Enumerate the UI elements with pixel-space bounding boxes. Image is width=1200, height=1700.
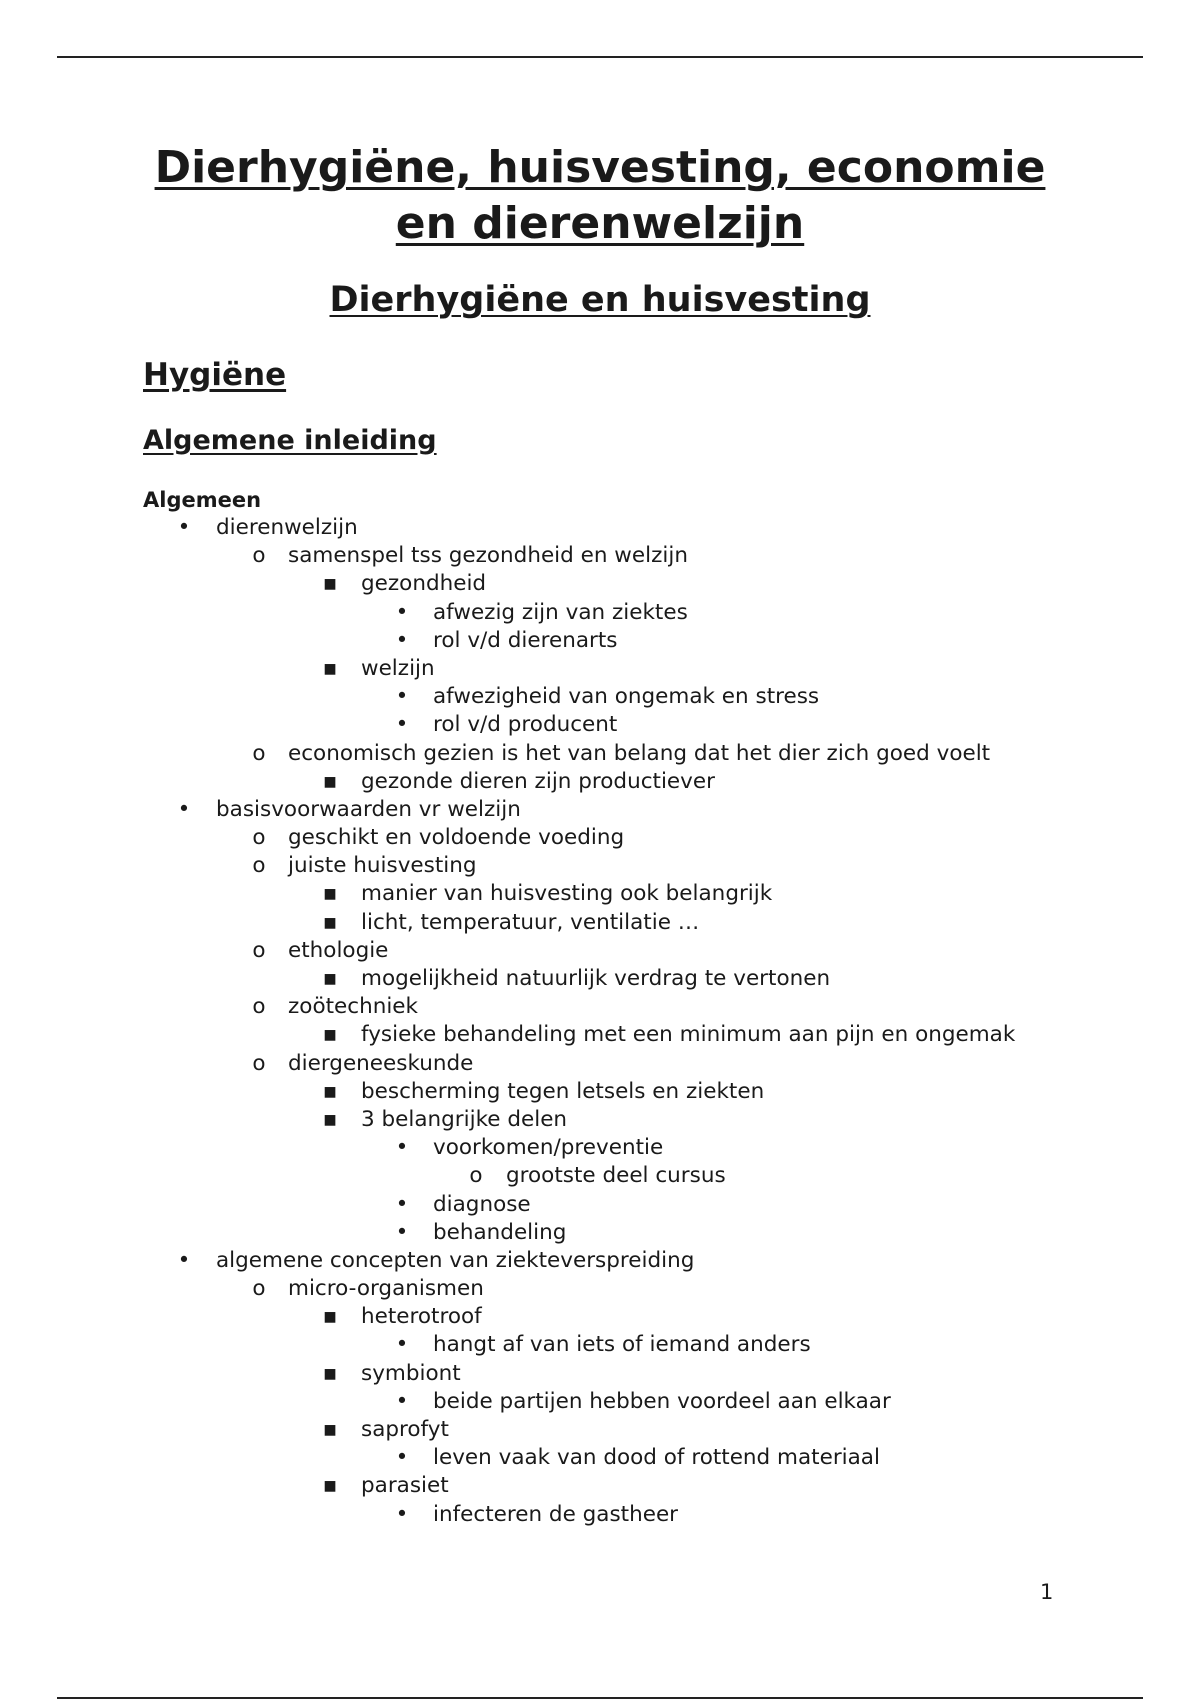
list-item-text: heterotroof [361,1304,482,1330]
title-line-2: en dierenwelzijn [395,198,805,249]
list-item-text: behandeling [433,1219,567,1245]
list-item [0,655,1200,683]
paragraph-heading: Algemeen [143,488,262,512]
list-item [0,1191,1200,1219]
list-item [0,599,1200,627]
bullet-marker-icon: • [395,1501,409,1527]
list-item [0,683,1200,711]
list-item [0,1078,1200,1106]
bullet-marker-icon: ▪ [322,1078,338,1104]
list-item [0,740,1200,768]
list-item [0,1021,1200,1049]
list-item-text: diergeneeskunde [288,1050,474,1076]
list-item-text: voorkomen/preventie [433,1135,664,1161]
bullet-outline [0,514,1200,1529]
bullet-marker-icon: • [395,684,409,710]
bullet-marker-icon: ▪ [322,1417,338,1442]
list-item [0,542,1200,570]
list-item [0,627,1200,655]
bullet-marker-icon: ▪ [322,768,338,794]
list-item-text: rol v/d producent [433,712,618,738]
list-item [0,796,1200,824]
list-item [0,570,1200,598]
bullet-marker-icon: o [252,543,266,569]
bullet-marker-icon: ▪ [322,655,338,681]
list-item-text: manier van huisvesting ook belangrijk [361,881,773,907]
bullet-marker-icon: ▪ [322,1473,338,1499]
bullet-marker-icon: o [252,853,266,879]
list-item-text: licht, temperatuur, ventilatie … [361,909,700,935]
list-item [0,1472,1200,1500]
list-item [0,1388,1200,1416]
list-item [0,852,1200,880]
list-item [0,1331,1200,1359]
bullet-marker-icon: • [177,515,191,540]
list-item-text: gezonde dieren zijn productiever [361,768,715,794]
list-item-text: beide partijen hebben voordeel aan elkaar [433,1388,891,1414]
list-item-text: saprofyt [361,1417,449,1442]
footer-rule [57,1697,1143,1699]
list-item [0,1501,1200,1529]
list-item-text: gezondheid [361,571,487,597]
list-item [0,1162,1200,1190]
list-item [0,768,1200,796]
list-item-text: juiste huisvesting [288,853,477,879]
list-item [0,1416,1200,1444]
list-item-text: micro-organismen [288,1276,484,1302]
page-number: 1 [1040,1580,1054,1604]
bullet-marker-icon: • [395,1388,409,1414]
bullet-marker-icon: o [252,1050,266,1076]
list-item-text: leven vaak van dood of rottend materiaal [433,1445,880,1471]
list-item [0,1360,1200,1388]
list-item-text: fysieke behandeling met een minimum aan pijn en ongemak [361,1022,1016,1048]
list-item-text: parasiet [361,1473,449,1499]
list-item-text: grootste deel cursus [506,1163,726,1189]
bullet-marker-icon: • [177,1247,191,1273]
list-item-text: 3 belangrijke delen [361,1106,568,1132]
list-item-text: bescherming tegen letsels en ziekten [361,1078,765,1104]
bullet-marker-icon: • [395,1191,409,1217]
bullet-marker-icon: • [395,1219,409,1245]
bullet-marker-icon: ▪ [322,909,338,935]
bullet-marker-icon: ▪ [322,1360,338,1386]
list-item-text: hangt af van iets of iemand anders [433,1332,811,1358]
bullet-marker-icon: ▪ [322,881,338,907]
list-item [0,937,1200,965]
bullet-marker-icon: • [395,712,409,738]
list-item-text: samenspel tss gezondheid en welzijn [288,543,688,569]
list-item-text: symbiont [361,1360,461,1386]
bullet-marker-icon: • [395,627,409,653]
bullet-marker-icon: • [395,599,409,625]
list-item [0,1275,1200,1303]
bullet-marker-icon: o [252,740,266,766]
list-item [0,1444,1200,1472]
list-item [0,1219,1200,1247]
list-item [0,1134,1200,1162]
bullet-marker-icon: • [395,1135,409,1161]
bullet-marker-icon: o [252,994,266,1020]
list-item-text: rol v/d dierenarts [433,627,618,653]
subsection-heading: Algemene inleiding [143,425,437,456]
list-item-text: afwezig zijn van ziektes [433,599,688,625]
bullet-marker-icon: o [252,937,266,963]
list-item [0,909,1200,937]
list-item-text: economisch gezien is het van belang dat het dier zich goed voelt [288,740,991,766]
list-item-text: infecteren de gastheer [433,1501,679,1527]
bullet-marker-icon: • [177,796,191,822]
list-item [0,993,1200,1021]
list-item-text: basisvoorwaarden vr welzijn [216,796,521,822]
bullet-marker-icon: ▪ [322,1106,338,1132]
bullet-marker-icon: o [252,1276,266,1302]
list-item [0,880,1200,908]
bullet-marker-icon: o [469,1163,483,1189]
title-line-1: Dierhygiëne, huisvesting, economie [154,142,1046,193]
bullet-marker-icon: ▪ [322,571,338,597]
bullet-marker-icon: o [252,825,266,851]
list-item [0,1106,1200,1134]
list-item [0,1303,1200,1331]
list-item-text: mogelijkheid natuurlijk verdrag te vertonen [361,966,831,991]
list-item [0,965,1200,993]
list-item-text: diagnose [433,1191,531,1217]
section-heading: Hygiëne [143,357,287,393]
bullet-marker-icon: ▪ [322,1022,338,1048]
bullet-marker-icon: ▪ [322,1304,338,1330]
header-rule [57,56,1143,58]
list-item-text: geschikt en voldoende voeding [288,825,625,851]
list-item-text: dierenwelzijn [216,515,358,540]
list-item [0,824,1200,852]
document-title [0,140,1200,252]
bullet-marker-icon: ▪ [322,966,338,991]
list-item [0,1050,1200,1078]
list-item-text: algemene concepten van ziekteverspreiding [216,1247,695,1273]
list-item-text: zoötechniek [288,994,418,1020]
list-item-text: afwezigheid van ongemak en stress [433,684,820,710]
document-subtitle: Dierhygiëne en huisvesting [329,280,871,320]
list-item [0,1247,1200,1275]
list-item [0,711,1200,739]
list-item [0,514,1200,542]
list-item-text: welzijn [361,655,435,681]
bullet-marker-icon: • [395,1445,409,1471]
list-item-text: ethologie [288,937,389,963]
bullet-marker-icon: • [395,1332,409,1358]
